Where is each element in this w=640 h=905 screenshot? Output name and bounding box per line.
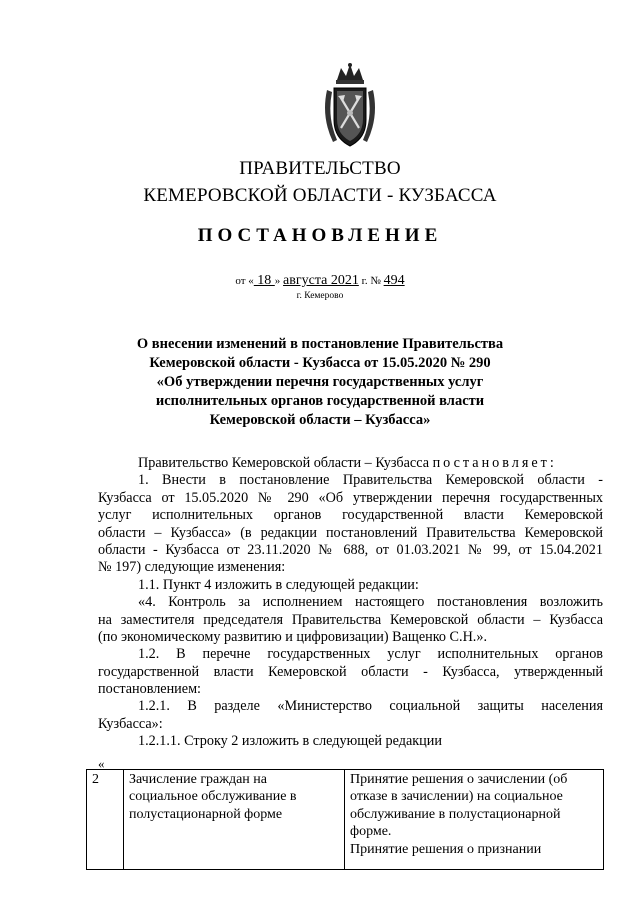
document-title: [100, 335, 540, 430]
opening-quote: «: [98, 756, 105, 771]
paragraph-line: Кузбасса от 15.05.2020 № 290 «Об утверждении перечня государственных: [98, 489, 603, 506]
paragraph-line: 1. Внести в постановление Правительства Кемеровской области -: [138, 472, 603, 489]
date-prefix: от «: [235, 275, 254, 287]
document-type: ПОСТАНОВЛЕНИЕ: [197, 225, 443, 246]
paragraph-line: области - Кузбасса от 23.11.2020 № 688, от 01.03.2021 № 99, от 15.04.2021: [98, 541, 603, 558]
document-body: [98, 455, 603, 751]
paragraph-line: услуг исполнительных органов государственной власти Кемеровской: [98, 507, 603, 524]
paragraph-line: № 197) следующие изменения:: [98, 559, 286, 576]
document-number: 494: [383, 273, 405, 288]
title-line: О внесении изменений в постановление Правительства: [136, 336, 504, 352]
paragraph-line: постановлением:: [98, 681, 201, 698]
resolves-word: постановляет:: [432, 455, 557, 471]
paragraph-line: области – Кузбасса» (в редакции постановлений Правительства Кемеровской: [98, 524, 603, 541]
coat-of-arms-icon: [319, 62, 381, 150]
government-name-line2: КЕМЕРОВСКОЙ ОБЛАСТИ - КУЗБАССА: [143, 185, 497, 206]
city: г. Кемерово: [296, 291, 344, 301]
date-mid: »: [274, 275, 284, 287]
paragraph-line: государственной власти Кемеровской области - Кузбасса, утвержденный: [98, 663, 603, 680]
title-line: Кемеровской области - Кузбасса от 15.05.2020 № 290: [149, 355, 491, 371]
title-line: исполнительных органов государственной власти: [155, 393, 485, 409]
intro-paragraph: Правительство Кемеровской области – Кузбасса постановляет:: [138, 455, 557, 471]
paragraph-line: 1.2.1. В разделе «Министерство социальной защиты населения: [138, 698, 603, 715]
paragraph-line: Кузбасса»:: [98, 715, 163, 732]
services-table: [86, 769, 604, 870]
paragraph-line: на заместителя председателя Правительства Кемеровской области – Кузбасса: [98, 611, 603, 628]
paragraph-1-2-1-1: 1.2.1.1. Строку 2 изложить в следующей редакции: [138, 733, 442, 750]
paragraph-line: 1.2. В перечне государственных услуг исполнительных органов: [138, 646, 603, 663]
paragraph-1-1: 1.1. Пункт 4 изложить в следующей редакции:: [138, 576, 419, 593]
table-cell-number: 2: [87, 770, 124, 870]
date-day: 18: [253, 273, 275, 288]
title-line: Кемеровской области – Кузбасса»: [209, 412, 431, 428]
table-cell-service: Зачисление граждан на социальное обслуживание в полустационарной форме: [124, 770, 345, 870]
title-line: «Об утверждении перечня государственных услуг: [156, 374, 484, 390]
table-cell-result: Принятие решения о зачислении (об отказе в зачислении) на социальное обслуживание в полустационарной форме. Принятие решения о признании: [345, 770, 604, 870]
government-name-line1: ПРАВИТЕЛЬСТВО: [239, 158, 401, 179]
document-date-number: [0, 273, 640, 289]
table-row: [87, 770, 604, 870]
paragraph-line: (по экономическому развитию и цифровизации) Ващенко С.Н.».: [98, 628, 487, 645]
date-suffix: г. №: [358, 275, 384, 287]
date-month-year: августа 2021: [283, 273, 359, 288]
paragraph-line: «4. Контроль за исполнением настоящего постановления возложить: [138, 594, 603, 611]
